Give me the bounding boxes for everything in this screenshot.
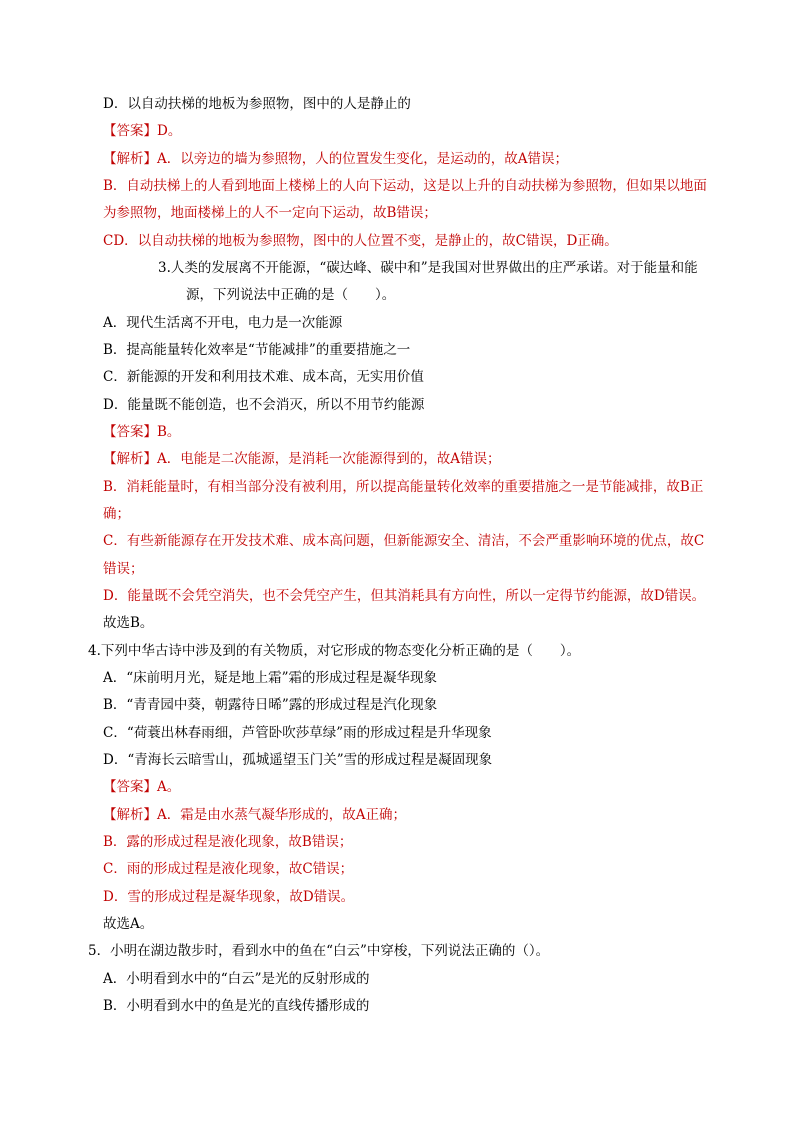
answer-line (103, 121, 181, 141)
analysis-text: CD．以自动扶梯的地板为参照物，图中的人位置不变，是静止的，故C错误，D正确。 (103, 233, 618, 249)
analysis-line (103, 805, 406, 825)
answer-tag: 【答案】 (103, 779, 157, 795)
question-stem: 3.人类的发展离不开能源，“碳达峰、碳中和”是我国对世界做出的庄严承诺。对于能量和能 (158, 260, 698, 276)
option-d: D．“青海长云暗雪山，孤城遥望玉门关”雪的形成过程是凝固现象 (103, 752, 493, 768)
analysis-text: B．消耗能量时，有相当部分没有被利用，所以提高能量转化效率的重要措施之一是节能减排，故B正 (103, 479, 704, 495)
option-a: A．“床前明月光，疑是地上霜”霜的形成过程是凝华现象 (103, 670, 438, 686)
conclusion: 故选A。 (103, 916, 154, 932)
answer-tag: 【答案】 (103, 123, 157, 139)
analysis-text: B．自动扶梯上的人看到地面上楼梯上的人向下运动，这是以上升的自动扶梯为参照物，但如果以地面 (103, 178, 707, 194)
option-c: C．“荷蓑出林春雨细，芦管卧吹莎草绿”雨的形成过程是升华现象 (103, 725, 492, 741)
analysis-tag: 【解析】 (103, 151, 157, 167)
option-b: B．提高能量转化效率是“节能减排”的重要措施之一 (103, 342, 411, 358)
option-d: D．以自动扶梯的地板为参照物，图中的人是静止的 (103, 96, 411, 112)
analysis-text: A．电能是二次能源，是消耗一次能源得到的，故A错误； (157, 451, 501, 467)
analysis-tag: 【解析】 (103, 807, 157, 823)
analysis-text: 错误； (103, 561, 144, 577)
analysis-text: C．雨的形成过程是液化现象，故C错误； (103, 861, 354, 877)
analysis-text: A．以旁边的墙为参照物，人的位置发生变化，是运动的，故A错误； (157, 151, 568, 167)
analysis-text: B．露的形成过程是液化现象，故B错误； (103, 834, 353, 850)
conclusion: 故选B。 (103, 615, 154, 631)
option-b: B．“青青园中葵，朝露待日晞”露的形成过程是汽化现象 (103, 697, 438, 713)
analysis-text: 为参照物，地面楼梯上的人不一定向下运动，故B错误； (103, 205, 437, 221)
question-stem: 5．小明在湖边散步时，看到水中的鱼在“白云”中穿梭，下列说法正确的（）。 (88, 943, 550, 959)
option-c: C．新能源的开发和利用技术难、成本高，无实用价值 (103, 369, 424, 385)
analysis-text: C．有些新能源存在开发技术难、成本高问题，但新能源安全、清洁，不会严重影响环境的优点，故C (103, 533, 705, 549)
question-stem: 4.下列中华古诗中涉及到的有关物质，对它形成的物态变化分析正确的是（ ）。 (88, 643, 581, 659)
analysis-text: D．能量既不会凭空消失，也不会凭空产生，但其消耗具有方向性，所以一定得节约能源，故D错误。 (103, 588, 706, 604)
analysis-text: 确； (103, 506, 130, 522)
analysis-text: D．雪的形成过程是凝华现象，故D错误。 (103, 889, 355, 905)
question-stem: 源，下列说法中正确的是（ ）。 (186, 287, 396, 303)
option-b: B．小明看到水中的鱼是光的直线传播形成的 (103, 998, 370, 1014)
answer-line (103, 422, 180, 442)
option-d: D．能量既不能创造，也不会消灭，所以不用节约能源 (103, 397, 425, 413)
option-a: A．小明看到水中的“白云”是光的反射形成的 (103, 971, 370, 987)
analysis-line (103, 149, 568, 169)
analysis-text: A．霜是由水蒸气凝华形成的，故A正确； (157, 807, 406, 823)
option-a: A．现代生活离不开电，电力是一次能源 (103, 315, 343, 331)
answer-text: B。 (157, 424, 181, 440)
answer-tag: 【答案】 (103, 424, 157, 440)
analysis-line (103, 449, 501, 469)
answer-text: D。 (157, 123, 182, 139)
answer-text: A。 (157, 779, 181, 795)
analysis-tag: 【解析】 (103, 451, 157, 467)
answer-line (103, 777, 180, 797)
